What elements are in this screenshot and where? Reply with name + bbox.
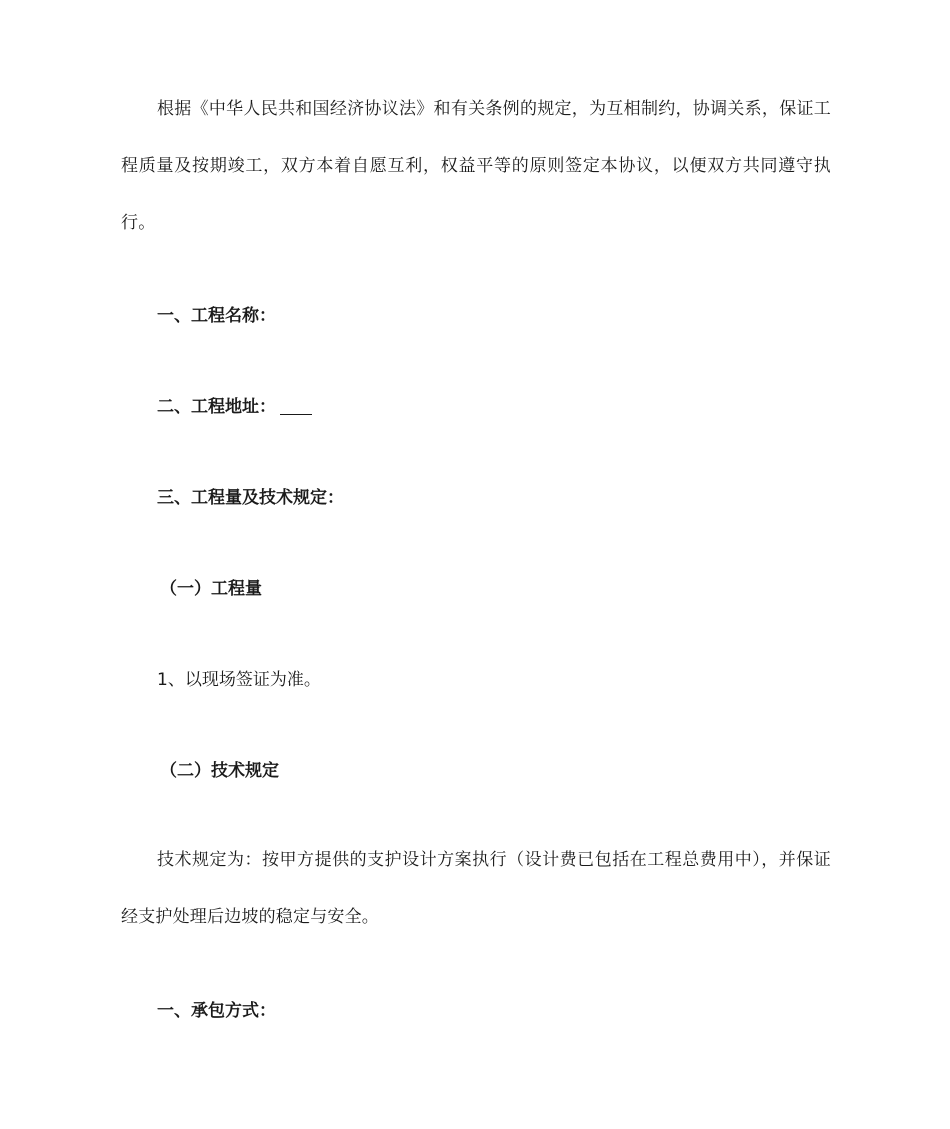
technical-paragraph: 技术规定为：按甲方提供的支护设计方案执行（设计费已包括在工程总费用中），并保证经支护处理后边坡的稳定与安全。 bbox=[121, 850, 831, 927]
section-project-address bbox=[157, 395, 312, 419]
quantity-item-1: 1、以现场签证为准。 bbox=[157, 670, 321, 690]
section-heading-quantity-and-technical: 三、工程量及技术规定： bbox=[157, 488, 344, 508]
section-heading-contract-method: 一、承包方式： bbox=[157, 1001, 276, 1021]
section-heading-project-name: 一、工程名称： bbox=[157, 306, 276, 326]
intro-paragraph: 根据《中华人民共和国经济协议法》和有关条例的规定，为互相制约，协调关系，保证工程质量及按期竣工，双方本着自愿互利，权益平等的原则签定本协议，以便双方共同遵守执行。 bbox=[121, 99, 831, 233]
section-heading-project-address: 二、工程地址： bbox=[157, 397, 276, 417]
subsection-heading-technical: （二）技术规定 bbox=[160, 761, 279, 781]
address-blank-line bbox=[280, 396, 312, 415]
subsection-heading-quantity: （一）工程量 bbox=[160, 579, 262, 599]
